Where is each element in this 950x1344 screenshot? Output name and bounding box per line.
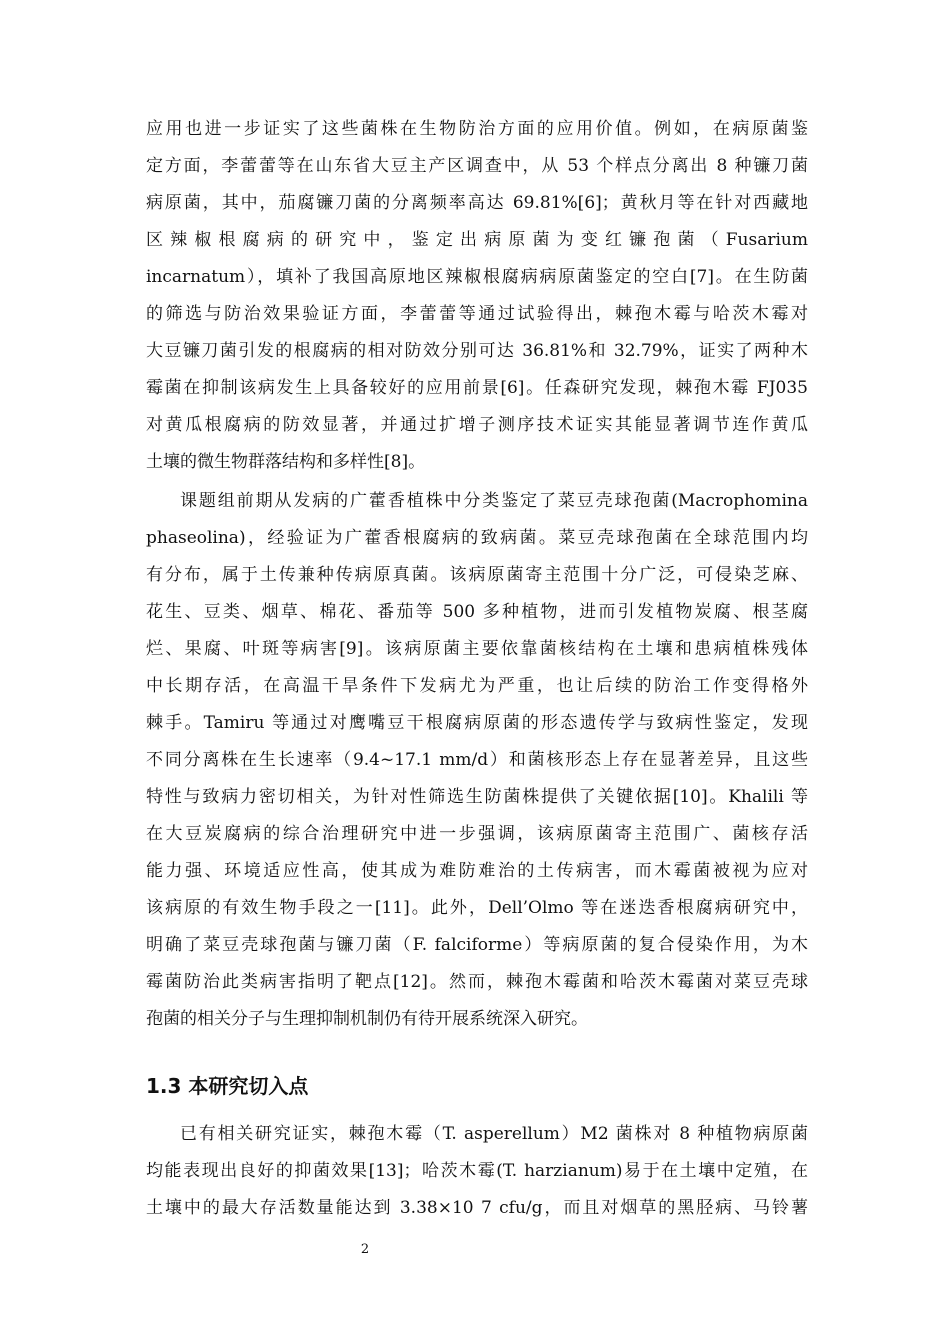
text-line: 棘手。Tamiru 等通过对鹰嘴豆干根腐病原菌的形态遗传学与致病性鉴定，发现 <box>146 713 808 733</box>
text-line: 能力强、环境适应性高，使其成为难防难治的土传病害，而木霉菌被视为应对 <box>146 861 808 881</box>
text-line: 该病原的有效生物手段之一[11]。此外，Dell’Olmo 等在迷迭香根腐病研究中， <box>146 898 808 918</box>
text-line: 土壤的微生物群落结构和多样性[8]。 <box>146 452 426 472</box>
section-heading: 1.3 本研究切入点 <box>146 1074 309 1098</box>
text-line: 大豆镰刀菌引发的根腐病的相对防效分别可达 36.81%和 32.79%，证实了两种木 <box>146 341 808 361</box>
text-line: 均能表现出良好的抑菌效果[13]；哈茨木霉(T. harzianum)易于在土壤中定殖，在 <box>146 1161 808 1181</box>
text-line: 定方面，李蕾蕾等在山东省大豆主产区调查中，从 53 个样点分离出 8 种镰刀菌 <box>146 156 808 176</box>
text-line: 土壤中的最大存活数量能达到 3.38×10 7 cfu/g，而且对烟草的黑胫病、马铃薯 <box>146 1198 808 1218</box>
text-line: 应用也进一步证实了这些菌株在生物防治方面的应用价值。例如，在病原菌鉴 <box>146 119 808 139</box>
text-line: 烂、果腐、叶斑等病害[9]。该病原菌主要依靠菌核结构在土壤和患病植株残体 <box>146 639 808 659</box>
text-line: 区 辣 椒 根 腐 病 的 研 究 中 ， 鉴 定 出 病 原 菌 为 变 红 镰 孢 菌 （ Fusarium <box>146 230 808 250</box>
text-line: 孢菌的相关分子与生理抑制机制仍有待开展系统深入研究。 <box>146 1009 588 1029</box>
text-line: 病原菌，其中，茄腐镰刀菌的分离频率高达 69.81%[6]；黄秋月等在针对西藏地 <box>146 193 808 213</box>
text-line: 明确了菜豆壳球孢菌与镰刀菌（F. falciforme）等病原菌的复合侵染作用，为木 <box>146 935 808 955</box>
text-line: 特性与致病力密切相关，为针对性筛选生防菌株提供了关键依据[10]。Khalili 等 <box>146 787 808 807</box>
text-line: 不同分离株在生长速率（9.4~17.1 mm/d）和菌核形态上存在显著差异，且这些 <box>146 750 808 770</box>
text-line: 对黄瓜根腐病的防效显著，并通过扩增子测序技术证实其能显著调节连作黄瓜 <box>146 415 808 435</box>
text-line: 在大豆炭腐病的综合治理研究中进一步强调，该病原菌寄主范围广、菌核存活 <box>146 824 808 844</box>
text-line: 已有相关研究证实，棘孢木霉（T. asperellum）M2 菌株对 8 种植物病原菌 <box>180 1124 808 1144</box>
text-line: 花生、豆类、烟草、棉花、番茄等 500 多种植物，进而引发植物炭腐、根茎腐 <box>146 602 808 622</box>
text-line: incarnatum），填补了我国高原地区辣椒根腐病病原菌鉴定的空白[7]。在生防菌 <box>146 267 808 287</box>
text-line: 的筛选与防治效果验证方面，李蕾蕾等通过试验得出，棘孢木霉与哈茨木霉对 <box>146 304 808 324</box>
text-line: 有分布，属于土传兼种传病原真菌。该病原菌寄主范围十分广泛，可侵染芝麻、 <box>146 565 808 585</box>
text-line: 中长期存活，在高温干旱条件下发病尤为严重，也让后续的防治工作变得格外 <box>146 676 808 696</box>
text-line: 霉菌在抑制该病发生上具备较好的应用前景[6]。任森研究发现，棘孢木霉 FJ035 <box>146 378 808 398</box>
page-number: 2 <box>360 1242 370 1257</box>
text-line: phaseolina)，经验证为广藿香根腐病的致病菌。菜豆壳球孢菌在全球范围内均 <box>146 528 808 548</box>
text-line: 霉菌防治此类病害指明了靶点[12]。然而，棘孢木霉菌和哈茨木霉菌对菜豆壳球 <box>146 972 808 992</box>
text-line: 课题组前期从发病的广藿香植株中分类鉴定了菜豆壳球孢菌(Macrophomina <box>180 491 808 511</box>
